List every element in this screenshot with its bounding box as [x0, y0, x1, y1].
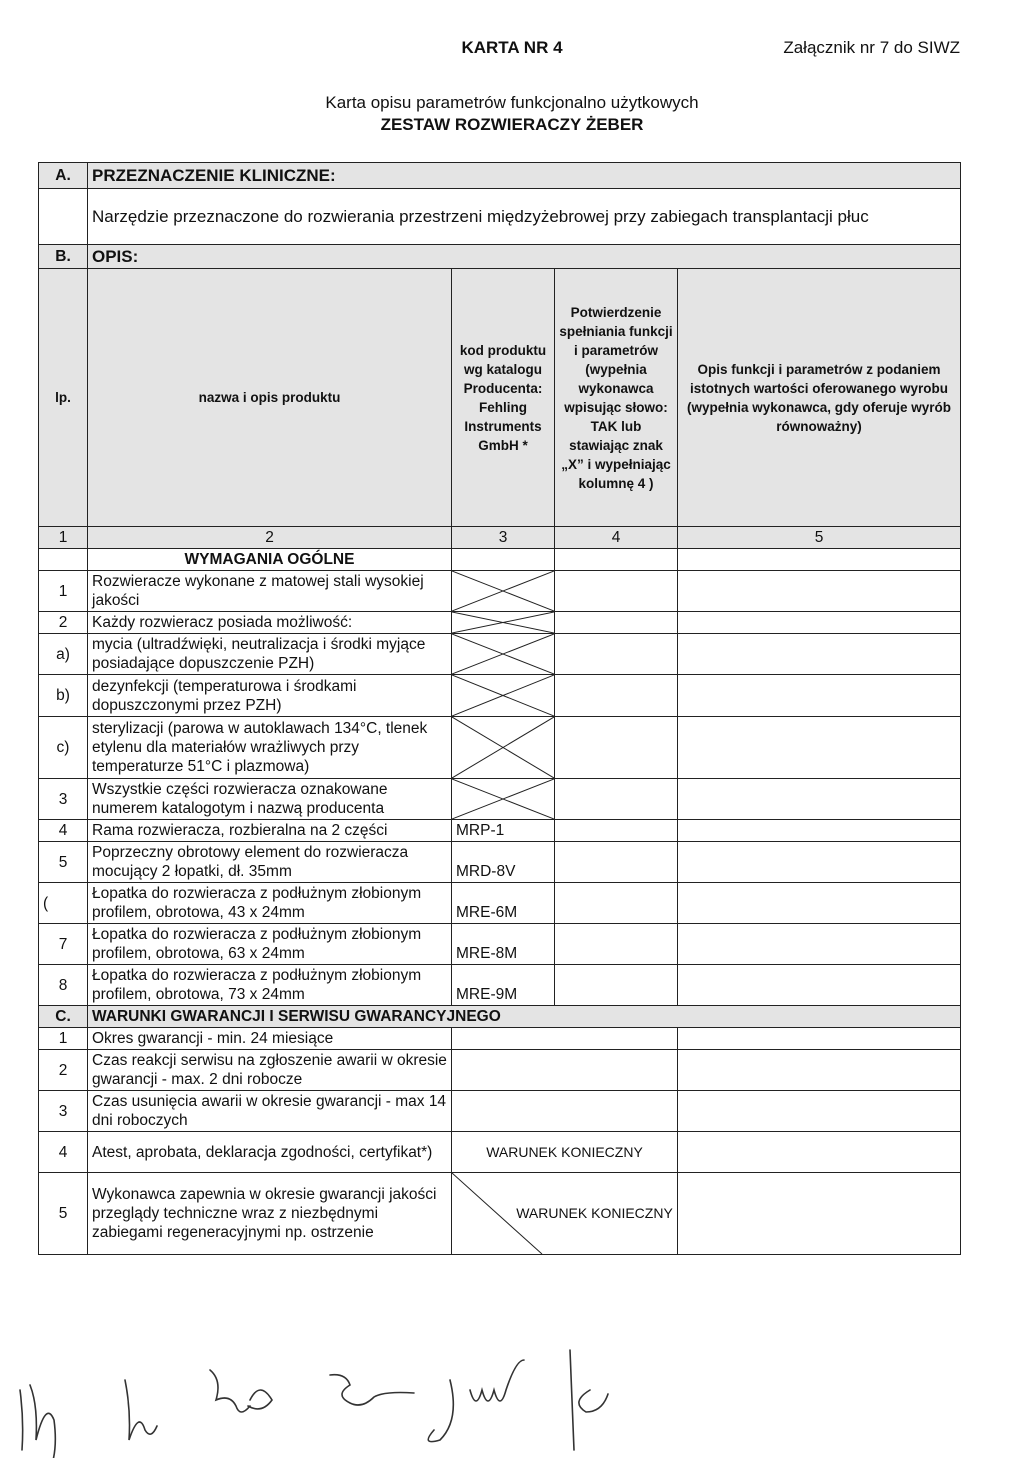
confirm-input-cell[interactable] — [555, 634, 678, 675]
crossed-out-cell — [452, 571, 555, 612]
row-lp: a) — [39, 634, 88, 675]
row-lp: 8 — [39, 965, 88, 1006]
crossed-out-cell — [452, 779, 555, 820]
desc-input-cell[interactable] — [678, 842, 961, 883]
crossed-out-cell — [452, 675, 555, 717]
confirm-input-cell[interactable] — [555, 571, 678, 612]
desc-input-cell[interactable] — [678, 571, 961, 612]
row-name: Czas usunięcia awarii w okresie gwarancji - max 14 dni roboczych — [88, 1091, 452, 1132]
col-number: 4 — [555, 527, 678, 549]
row-condition — [452, 1091, 678, 1132]
row-lp: 7 — [39, 924, 88, 965]
empty-cell — [555, 549, 678, 571]
row-lp: 3 — [39, 1091, 88, 1132]
table-row — [39, 1132, 961, 1173]
desc-input-cell[interactable] — [678, 924, 961, 965]
row-condition — [452, 1028, 678, 1050]
confirm-input-cell[interactable] — [555, 842, 678, 883]
col-name-header: nazwa i opis produktu — [88, 269, 452, 527]
row-lp: 2 — [39, 1050, 88, 1091]
desc-input-cell[interactable] — [678, 1050, 961, 1091]
empty-cell — [452, 549, 555, 571]
card-subtitle — [0, 92, 1024, 136]
section-c-header — [39, 1006, 961, 1028]
row-name: Rozwieracze wykonane z matowej stali wysokiej jakości — [88, 571, 452, 612]
parameters-table — [38, 162, 961, 1255]
section-c-label: WARUNKI GWARANCJI I SERWISU GWARANCYJNEGO — [88, 1006, 961, 1028]
general-requirements-heading: WYMAGANIA OGÓLNE — [88, 549, 452, 571]
desc-input-cell[interactable] — [678, 965, 961, 1006]
crossed-out-cell — [452, 612, 555, 634]
section-a-empty — [39, 189, 88, 245]
desc-input-cell[interactable] — [678, 717, 961, 779]
confirm-input-cell[interactable] — [555, 820, 678, 842]
clinical-purpose-text: Narzędzie przeznaczone do rozwierania przestrzeni międzyżebrowej przy zabiegach transplantacji płuc — [88, 189, 961, 245]
table-row — [39, 779, 961, 820]
section-c-letter: C. — [39, 1006, 88, 1028]
table-row — [39, 1028, 961, 1050]
confirm-input-cell[interactable] — [555, 675, 678, 717]
column-number-row — [39, 527, 961, 549]
row-lp: 1 — [39, 571, 88, 612]
table-row — [39, 717, 961, 779]
row-code: MRE-8M — [452, 924, 555, 965]
desc-input-cell[interactable] — [678, 1028, 961, 1050]
col-number: 2 — [88, 527, 452, 549]
row-name: Atest, aprobata, deklaracja zgodności, certyfikat*) — [88, 1132, 452, 1173]
desc-input-cell[interactable] — [678, 612, 961, 634]
crossed-out-cell — [452, 634, 555, 675]
row-lp: ( — [39, 883, 88, 924]
section-b-label: OPIS: — [88, 245, 961, 269]
table-row — [39, 924, 961, 965]
table-row — [39, 675, 961, 717]
row-lp: 4 — [39, 1132, 88, 1173]
desc-input-cell[interactable] — [678, 883, 961, 924]
column-header-row — [39, 269, 961, 527]
row-lp: 2 — [39, 612, 88, 634]
row-lp: 1 — [39, 1028, 88, 1050]
empty-cell — [678, 549, 961, 571]
section-b-header — [39, 245, 961, 269]
desc-input-cell[interactable] — [678, 634, 961, 675]
col-lp-header: lp. — [39, 269, 88, 527]
col-number: 3 — [452, 527, 555, 549]
handwritten-signatures — [0, 1330, 1024, 1458]
section-a-body — [39, 189, 961, 245]
table-row — [39, 965, 961, 1006]
desc-input-cell[interactable] — [678, 779, 961, 820]
table-row — [39, 571, 961, 612]
table-row — [39, 612, 961, 634]
row-code: MRE-6M — [452, 883, 555, 924]
col-code-header: kod produktu wg katalogu Producenta: Fehling Instruments GmbH * — [452, 269, 555, 527]
section-a-label: PRZEZNACZENIE KLINICZNE: — [88, 163, 961, 189]
confirm-input-cell[interactable] — [555, 924, 678, 965]
table-row — [39, 883, 961, 924]
row-lp: c) — [39, 717, 88, 779]
row-name: Poprzeczny obrotowy element do rozwieracza mocujący 2 łopatki, dł. 35mm — [88, 842, 452, 883]
row-name: Wykonawca zapewnia w okresie gwarancji jakości przeglądy techniczne wraz z niezbędnymi zabiegami regeneracyjnymi np. ostrzenie — [88, 1173, 452, 1255]
row-code: MRE-9M — [452, 965, 555, 1006]
table-row — [39, 1050, 961, 1091]
empty-cell — [39, 549, 88, 571]
section-b-letter: B. — [39, 245, 88, 269]
table-row — [39, 820, 961, 842]
col-number: 5 — [678, 527, 961, 549]
desc-input-cell[interactable] — [678, 820, 961, 842]
col-desc-header: Opis funkcji i parametrów z podaniem istotnych wartości oferowanego wyrobu (wypełnia wykonawca, gdy oferuje wyrób równoważny) — [678, 269, 961, 527]
table-row — [39, 634, 961, 675]
confirm-input-cell[interactable] — [555, 883, 678, 924]
row-lp: b) — [39, 675, 88, 717]
product-name: ZESTAW ROZWIERACZY ŻEBER — [380, 115, 644, 134]
crossed-out-cell — [452, 717, 555, 779]
row-name: Łopatka do rozwieracza z podłużnym złobionym profilem, obrotowa, 63 x 24mm — [88, 924, 452, 965]
row-code: MRD-8V — [452, 842, 555, 883]
row-condition — [452, 1050, 678, 1091]
row-lp: 5 — [39, 1173, 88, 1255]
row-name: Każdy rozwieracz posiada możliwość: — [88, 612, 452, 634]
table-row — [39, 842, 961, 883]
col-confirm-header: Potwierdzenie spełniania funkcji i parametrów (wypełnia wykonawca wpisując słowo: TAK lub stawiając znak „X” i wypełniając kolumnę 4 ) — [555, 269, 678, 527]
col-number: 1 — [39, 527, 88, 549]
desc-input-cell[interactable] — [678, 1132, 961, 1173]
general-requirements-heading-row — [39, 549, 961, 571]
row-name: mycia (ultradźwięki, neutralizacja i środki myjące posiadające dopuszczenie PZH) — [88, 634, 452, 675]
row-name: sterylizacji (parowa w autoklawach 134°C, tlenek etylenu dla materiałów wrażliwych przy temperaturze 51°C i plazmowa) — [88, 717, 452, 779]
desc-input-cell[interactable] — [678, 675, 961, 717]
condition-text: WARUNEK KONIECZNY — [516, 1205, 673, 1221]
annex-label: Załącznik nr 7 do SIWZ — [783, 38, 960, 57]
row-condition — [452, 1173, 678, 1255]
section-a-header — [39, 163, 961, 189]
confirm-input-cell[interactable] — [555, 612, 678, 634]
row-name: Łopatka do rozwieracza z podłużnym złobionym profilem, obrotowa, 73 x 24mm — [88, 965, 452, 1006]
desc-input-cell[interactable] — [678, 1091, 961, 1132]
row-lp: 4 — [39, 820, 88, 842]
confirm-input-cell[interactable] — [555, 717, 678, 779]
row-name: Wszystkie części rozwieracza oznakowane numerem katalogotym i nazwą producenta — [88, 779, 452, 820]
row-code: MRP-1 — [452, 820, 555, 842]
row-name: Okres gwarancji - min. 24 miesiące — [88, 1028, 452, 1050]
section-a-letter: A. — [39, 163, 88, 189]
card-title: KARTA NR 4 — [461, 38, 563, 57]
table-row — [39, 1091, 961, 1132]
desc-input-cell[interactable] — [678, 1173, 961, 1255]
row-lp: 3 — [39, 779, 88, 820]
row-lp: 5 — [39, 842, 88, 883]
confirm-input-cell[interactable] — [555, 965, 678, 1006]
table-row — [39, 1173, 961, 1255]
row-condition: WARUNEK KONIECZNY — [452, 1132, 678, 1173]
row-name: Rama rozwieracza, rozbieralna na 2 części — [88, 820, 452, 842]
row-name: Łopatka do rozwieracza z podłużnym złobionym profilem, obrotowa, 43 x 24mm — [88, 883, 452, 924]
row-name: dezynfekcji (temperaturowa i środkami dopuszczonymi przez PZH) — [88, 675, 452, 717]
confirm-input-cell[interactable] — [555, 779, 678, 820]
subtitle-text: Karta opisu parametrów funkcjonalno użytkowych — [325, 93, 699, 112]
row-name: Czas reakcji serwisu na zgłoszenie awarii w okresie gwarancji - max. 2 dni robocze — [88, 1050, 452, 1091]
